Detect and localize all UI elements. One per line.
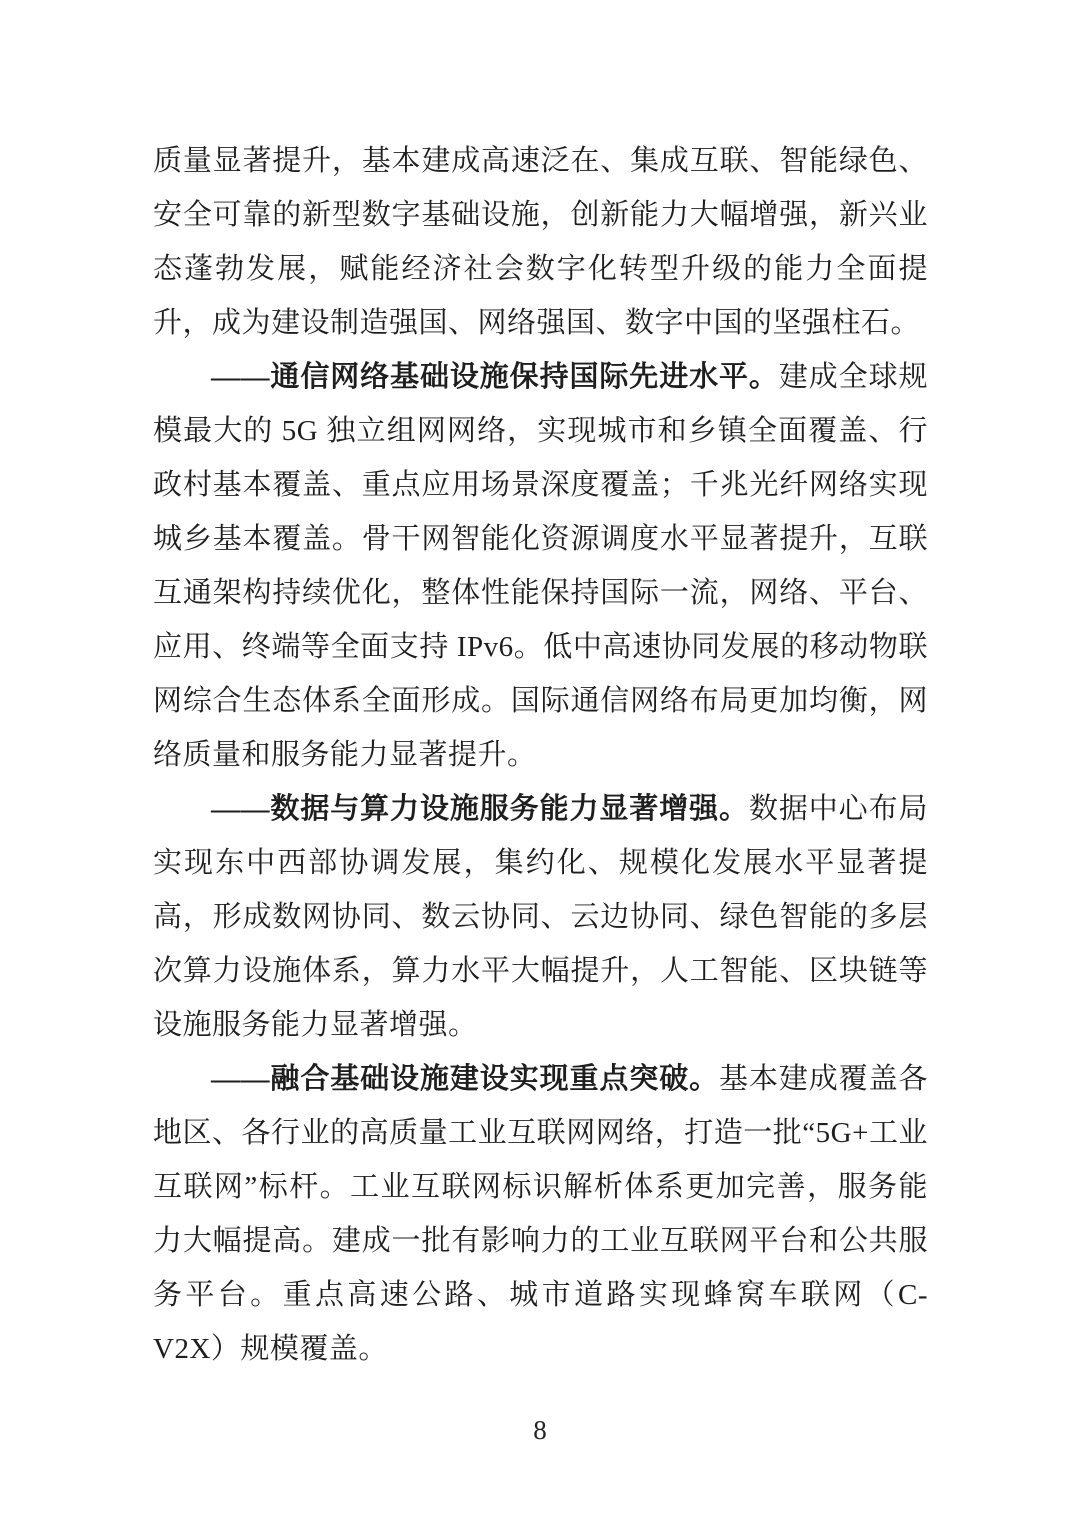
paragraph-text: 基本建成覆盖各地区、各行业的高质量工业互联网网络，打造一批“5G+工业互联网”标杆。工业互联网标识解析体系更加完善，服务能力大幅提高。建成一批有影响力的工业互联网平台和公共服务平台。重点高速公路、城市道路实现蜂窝车联网（C-V2X）规模覆盖。 [153, 1063, 928, 1365]
paragraph-text: 质量显著提升，基本建成高速泛在、集成互联、智能绿色、安全可靠的新型数字基础设施，创新能力大幅增强，新兴业态蓬勃发展，赋能经济社会数字化转型升级的能力全面提升，成为建设制造强国、网络强国、数字中国的坚强柱石。 [153, 145, 928, 339]
paragraph-converged-infrastructure [153, 1052, 928, 1376]
paragraph-text: 数据中心布局实现东中西部协调发展，集约化、规模化发展水平显著提高，形成数网协同、数云协同、云边协同、绿色智能的多层次算力设施体系，算力水平大幅提升，人工智能、区块链等设施服务能力显著增强。 [153, 793, 928, 1041]
paragraph-bold-lead: ——数据与算力设施服务能力显著增强。 [211, 793, 749, 825]
paragraph-text: 建成全球规模最大的 5G 独立组网网络，实现城市和乡镇全面覆盖、行政村基本覆盖、重点应用场景深度覆盖；千兆光纤网络实现城乡基本覆盖。骨干网智能化资源调度水平显著提升，互联互通架构持续优化，整体性能保持国际一流，网络、平台、应用、终端等全面支持 IPv6。低中高速协同发展的移动物联网综合生态体系全面形成。国际通信网络布局更加均衡，网络质量和服务能力显著提升。 [153, 361, 928, 771]
paragraph-bold-lead: ——通信网络基础设施保持国际先进水平。 [211, 361, 779, 393]
paragraph-data-computing [153, 782, 928, 1052]
paragraph-communication-networks [153, 350, 928, 782]
document-body [153, 134, 928, 1376]
paragraph-continuation [153, 134, 928, 350]
paragraph-bold-lead: ——融合基础设施建设实现重点突破。 [211, 1063, 720, 1095]
page-number: 8 [533, 1415, 547, 1445]
